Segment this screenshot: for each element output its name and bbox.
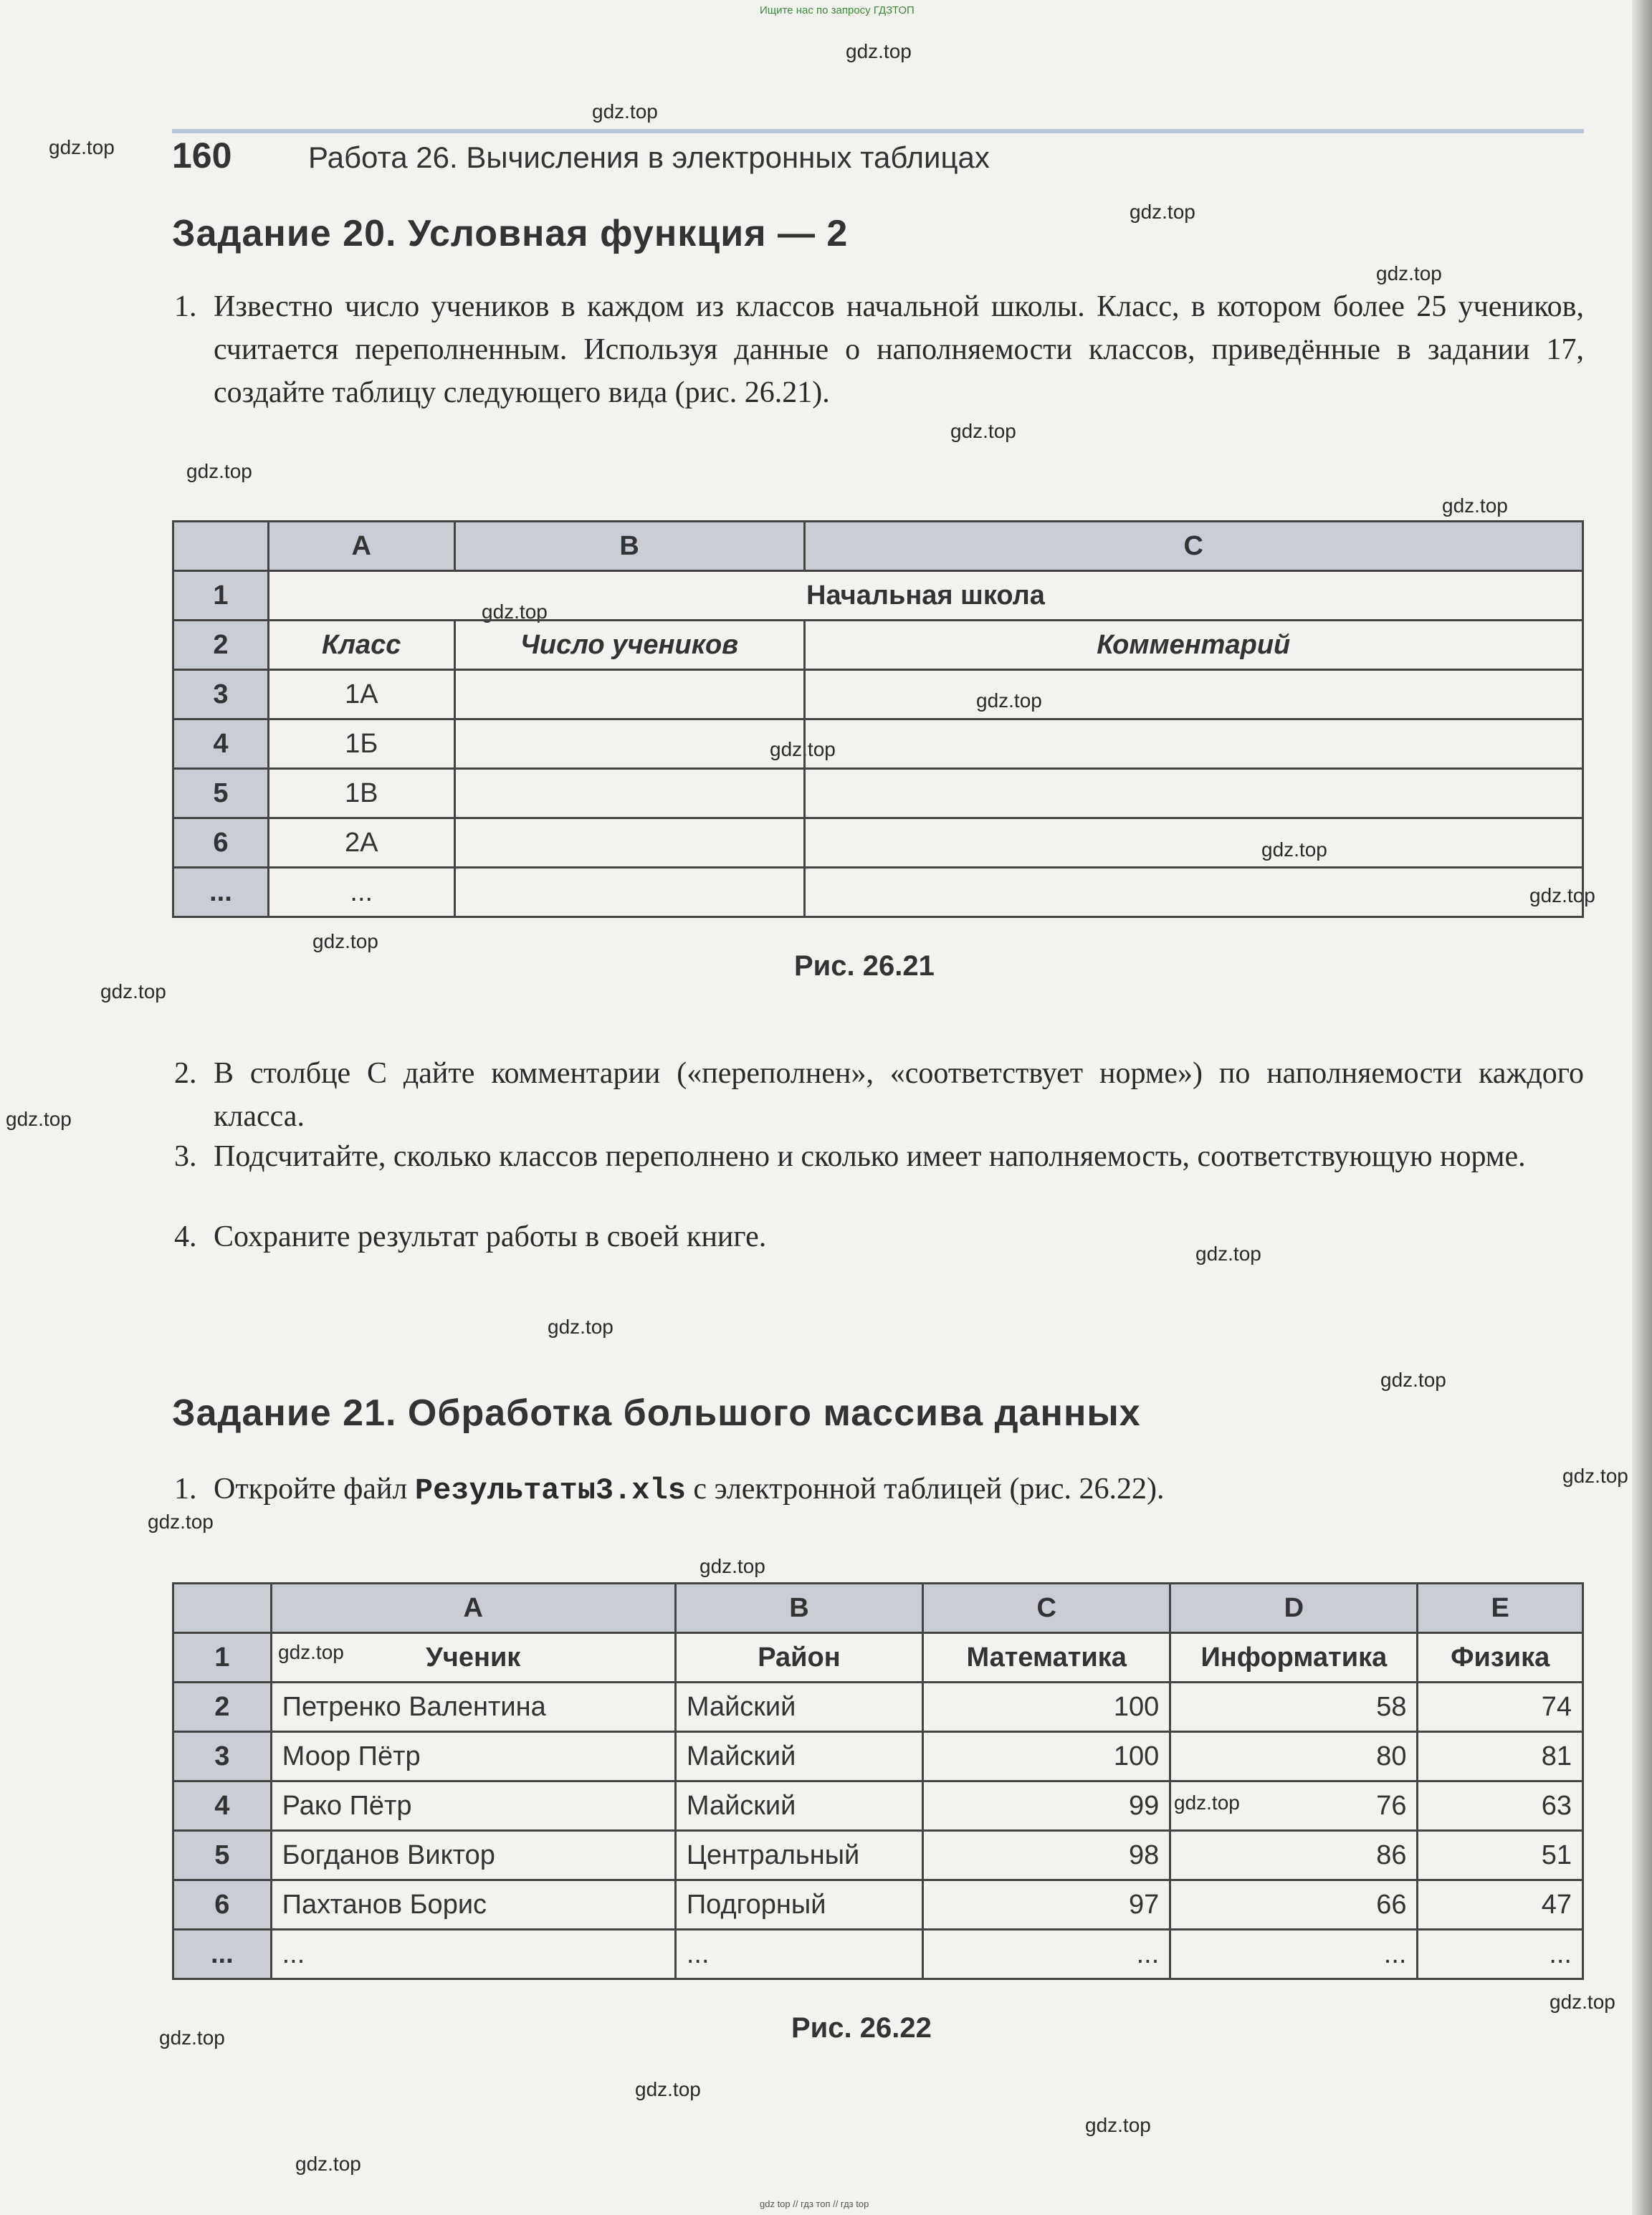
item-number: 1.: [174, 290, 197, 323]
task20-title: Задание 20. Условная функция — 2: [172, 213, 849, 254]
task21-title: Задание 21. Обработка большого массива данных: [172, 1392, 1141, 1434]
col-header-e: E: [1418, 1584, 1583, 1633]
physics-cell: 47: [1418, 1880, 1583, 1930]
physics-cell: ...: [1418, 1930, 1583, 1979]
col-header-a: A: [271, 1584, 675, 1633]
watermark: gdz.top: [1195, 1243, 1261, 1265]
header-cell: Класс: [268, 621, 454, 670]
row-number: ...: [173, 1930, 272, 1979]
watermark: gdz.top: [49, 136, 115, 158]
watermark: gdz.top: [770, 738, 836, 760]
watermark: gdz.top: [635, 2078, 701, 2100]
informatics-cell: ...: [1170, 1930, 1418, 1979]
district-cell: Майский: [675, 1781, 922, 1831]
informatics-cell: 86: [1170, 1831, 1418, 1880]
watermark: gdz.top: [976, 689, 1042, 712]
empty-cell: [454, 769, 804, 818]
watermark: gdz.top: [6, 1108, 72, 1130]
math-cell: 100: [923, 1683, 1170, 1732]
corner-cell: [173, 1584, 272, 1633]
header-cell: Ученик: [271, 1633, 675, 1683]
row-number: 3: [173, 1732, 272, 1781]
empty-cell: [804, 719, 1582, 769]
watermark: gdz.top: [700, 1555, 765, 1577]
watermark: gdz.top: [1442, 494, 1508, 517]
watermark: gdz.top: [1529, 884, 1595, 906]
header-rule: [172, 129, 1584, 133]
running-header: Работа 26. Вычисления в электронных таблицах: [308, 140, 990, 174]
item-text: В столбце C дайте комментарии («переполнен», «соответствует норме») по наполняемости каждого класса.: [214, 1057, 1584, 1133]
header-cell: Число учеников: [454, 621, 804, 670]
header-cell: Информатика: [1170, 1633, 1418, 1683]
empty-cell: [454, 719, 804, 769]
row-number: 4: [173, 719, 269, 769]
row-number: 3: [173, 670, 269, 719]
student-cell: Рако Пётр: [271, 1781, 675, 1831]
top-note: Ищите нас по запросу ГДЗТОП: [760, 4, 915, 16]
item-number: 3.: [174, 1140, 197, 1173]
student-cell: Петренко Валентина: [271, 1683, 675, 1732]
watermark: gdz.top: [312, 930, 378, 952]
task20-item-3: [174, 1135, 1584, 1178]
informatics-cell: 76: [1170, 1781, 1418, 1831]
math-cell: ...: [923, 1930, 1170, 1979]
figure-caption: Рис. 26.21: [794, 950, 935, 982]
student-cell: Богданов Виктор: [271, 1831, 675, 1880]
physics-cell: 74: [1418, 1683, 1583, 1732]
class-cell: 2А: [268, 818, 454, 868]
math-cell: 97: [923, 1880, 1170, 1930]
watermark: gdz.top: [148, 1511, 214, 1533]
merged-title-cell: Начальная школа: [268, 571, 1582, 621]
watermark: gdz.top: [1130, 201, 1195, 223]
watermark: gdz.top: [1261, 838, 1327, 861]
header-cell: Комментарий: [804, 621, 1582, 670]
class-cell: 1В: [268, 769, 454, 818]
figure-caption: Рис. 26.22: [791, 2012, 932, 2044]
item-text: Известно число учеников в каждом из классов начальной школы. Класс, в котором более 25 учеников, считается переполненным. Используя данные о наполняемости классов, приведённые в задании 17, создайте таблицу следующего вида (рис. 26.21).: [214, 290, 1584, 409]
row-number: 4: [173, 1781, 272, 1831]
row-number: 1: [173, 1633, 272, 1683]
informatics-cell: 66: [1170, 1880, 1418, 1930]
bottom-note: gdz top // гдз топ // гдз top: [760, 2199, 869, 2209]
student-cell: Моор Пётр: [271, 1732, 675, 1781]
informatics-cell: 80: [1170, 1732, 1418, 1781]
student-cell: ...: [271, 1930, 675, 1979]
physics-cell: 63: [1418, 1781, 1583, 1831]
class-cell: 1А: [268, 670, 454, 719]
task20-item-1: [174, 285, 1584, 414]
watermark: gdz.top: [186, 460, 252, 482]
watermark: gdz.top: [1174, 1791, 1240, 1814]
file-name: Результаты3.xls: [414, 1473, 686, 1508]
math-cell: 98: [923, 1831, 1170, 1880]
item-number: 4.: [174, 1220, 197, 1253]
empty-cell: [454, 868, 804, 917]
watermark: gdz.top: [1380, 1369, 1446, 1391]
watermark: gdz.top: [846, 40, 912, 62]
item-text: Сохраните результат работы в своей книге.: [214, 1220, 767, 1253]
item-text: с электронной таблицей (рис. 26.22).: [685, 1473, 1165, 1506]
watermark: gdz.top: [295, 2153, 361, 2175]
math-cell: 99: [923, 1781, 1170, 1831]
row-number: 6: [173, 1880, 272, 1930]
district-cell: Центральный: [675, 1831, 922, 1880]
item-number: 1.: [174, 1473, 197, 1506]
col-header-a: A: [268, 522, 454, 571]
empty-cell: [804, 818, 1582, 868]
watermark: gdz.top: [592, 100, 658, 123]
row-number: 5: [173, 1831, 272, 1880]
header-cell: Физика: [1418, 1633, 1583, 1683]
row-number: 2: [173, 621, 269, 670]
empty-cell: [454, 670, 804, 719]
district-cell: Подгорный: [675, 1880, 922, 1930]
watermark: gdz.top: [278, 1641, 344, 1663]
figure-26-21-table: [172, 520, 1584, 918]
header-cell: Район: [675, 1633, 922, 1683]
watermark: gdz.top: [1376, 262, 1442, 284]
watermark: gdz.top: [1562, 1465, 1628, 1487]
watermark: gdz.top: [950, 420, 1016, 442]
col-header-b: B: [454, 522, 804, 571]
math-cell: 100: [923, 1732, 1170, 1781]
col-header-c: C: [804, 522, 1582, 571]
col-header-c: C: [923, 1584, 1170, 1633]
empty-cell: [804, 868, 1582, 917]
watermark: gdz.top: [159, 2027, 225, 2049]
student-cell: Пахтанов Борис: [271, 1880, 675, 1930]
watermark: gdz.top: [1085, 2114, 1151, 2136]
watermark: gdz.top: [482, 601, 548, 623]
watermark: gdz.top: [1550, 1991, 1615, 2013]
header-cell: Математика: [923, 1633, 1170, 1683]
row-number: 5: [173, 769, 269, 818]
empty-cell: [804, 769, 1582, 818]
task21-item-1: [174, 1468, 1584, 1512]
district-cell: ...: [675, 1930, 922, 1979]
row-number: 2: [173, 1683, 272, 1732]
empty-cell: [804, 670, 1582, 719]
physics-cell: 51: [1418, 1831, 1583, 1880]
row-number: ...: [173, 868, 269, 917]
district-cell: Майский: [675, 1732, 922, 1781]
row-number: 1: [173, 571, 269, 621]
task20-item-2: [174, 1052, 1584, 1138]
col-header-b: B: [675, 1584, 922, 1633]
figure-26-22-table: [172, 1582, 1584, 1980]
book-spine-shadow: [1632, 0, 1652, 2215]
item-text: Подсчитайте, сколько классов переполнено и сколько имеет наполняемость, соответствующую норме.: [214, 1140, 1526, 1173]
item-number: 2.: [174, 1057, 197, 1090]
district-cell: Майский: [675, 1683, 922, 1732]
informatics-cell: 58: [1170, 1683, 1418, 1732]
empty-cell: [454, 818, 804, 868]
item-text: Откройте файл: [214, 1473, 415, 1506]
class-cell: ...: [268, 868, 454, 917]
page-number: 160: [172, 135, 232, 176]
class-cell: 1Б: [268, 719, 454, 769]
task20-item-4: [174, 1215, 1584, 1258]
watermark: gdz.top: [548, 1316, 613, 1338]
col-header-d: D: [1170, 1584, 1418, 1633]
physics-cell: 81: [1418, 1732, 1583, 1781]
corner-cell: [173, 522, 269, 571]
row-number: 6: [173, 818, 269, 868]
watermark: gdz.top: [100, 980, 166, 1003]
